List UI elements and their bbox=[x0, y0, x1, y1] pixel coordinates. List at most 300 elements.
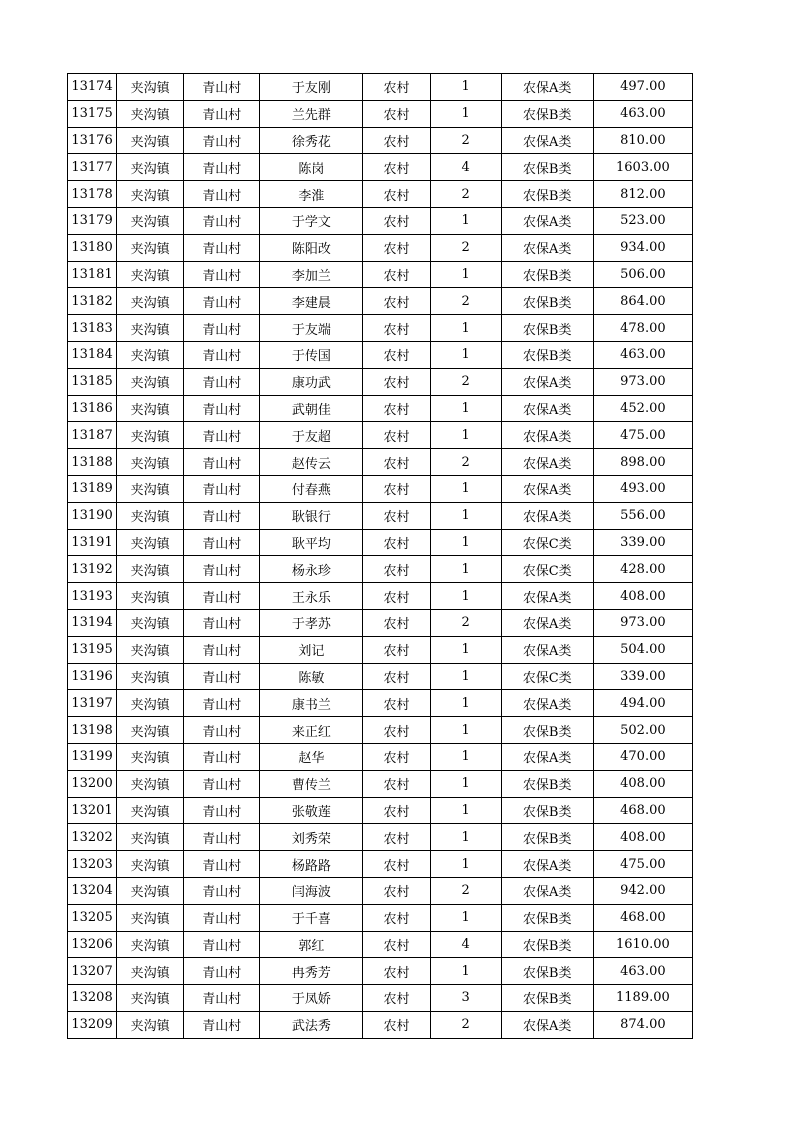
member-count-cell: 1 bbox=[430, 395, 501, 422]
name-cell: 赵华 bbox=[260, 743, 363, 770]
name-cell: 于凤娇 bbox=[260, 985, 363, 1012]
record-id-cell: 13208 bbox=[68, 985, 117, 1012]
village-cell: 青山村 bbox=[184, 154, 260, 181]
town-cell: 夹沟镇 bbox=[117, 690, 184, 717]
table-row bbox=[68, 288, 693, 315]
name-cell: 于友刚 bbox=[260, 74, 363, 101]
category-cell: 农保B类 bbox=[501, 154, 593, 181]
household-type-cell: 农村 bbox=[363, 529, 430, 556]
category-cell: 农保C类 bbox=[501, 529, 593, 556]
household-type-cell: 农村 bbox=[363, 797, 430, 824]
table-row bbox=[68, 502, 693, 529]
category-cell: 农保B类 bbox=[501, 824, 593, 851]
category-cell: 农保C类 bbox=[501, 663, 593, 690]
table-row bbox=[68, 261, 693, 288]
amount-cell: 463.00 bbox=[593, 958, 692, 985]
town-cell: 夹沟镇 bbox=[117, 74, 184, 101]
amount-cell: 452.00 bbox=[593, 395, 692, 422]
category-cell: 农保B类 bbox=[501, 985, 593, 1012]
member-count-cell: 2 bbox=[430, 1011, 501, 1038]
town-cell: 夹沟镇 bbox=[117, 717, 184, 744]
record-id-cell: 13205 bbox=[68, 904, 117, 931]
member-count-cell: 1 bbox=[430, 663, 501, 690]
town-cell: 夹沟镇 bbox=[117, 636, 184, 663]
town-cell: 夹沟镇 bbox=[117, 797, 184, 824]
category-cell: 农保B类 bbox=[501, 958, 593, 985]
household-type-cell: 农村 bbox=[363, 449, 430, 476]
village-cell: 青山村 bbox=[184, 770, 260, 797]
record-id-cell: 13177 bbox=[68, 154, 117, 181]
member-count-cell: 1 bbox=[430, 341, 501, 368]
amount-cell: 973.00 bbox=[593, 609, 692, 636]
amount-cell: 478.00 bbox=[593, 315, 692, 342]
amount-cell: 408.00 bbox=[593, 824, 692, 851]
amount-cell: 339.00 bbox=[593, 663, 692, 690]
member-count-cell: 1 bbox=[430, 770, 501, 797]
record-id-cell: 13202 bbox=[68, 824, 117, 851]
member-count-cell: 2 bbox=[430, 877, 501, 904]
town-cell: 夹沟镇 bbox=[117, 529, 184, 556]
record-id-cell: 13188 bbox=[68, 449, 117, 476]
table-row bbox=[68, 315, 693, 342]
record-id-cell: 13189 bbox=[68, 475, 117, 502]
household-type-cell: 农村 bbox=[363, 261, 430, 288]
town-cell: 夹沟镇 bbox=[117, 904, 184, 931]
amount-cell: 475.00 bbox=[593, 422, 692, 449]
name-cell: 徐秀花 bbox=[260, 127, 363, 154]
table-row bbox=[68, 556, 693, 583]
record-id-cell: 13192 bbox=[68, 556, 117, 583]
amount-cell: 339.00 bbox=[593, 529, 692, 556]
record-id-cell: 13178 bbox=[68, 181, 117, 208]
category-cell: 农保A类 bbox=[501, 636, 593, 663]
name-cell: 于友端 bbox=[260, 315, 363, 342]
category-cell: 农保A类 bbox=[501, 234, 593, 261]
village-cell: 青山村 bbox=[184, 502, 260, 529]
member-count-cell: 2 bbox=[430, 127, 501, 154]
category-cell: 农保A类 bbox=[501, 422, 593, 449]
village-cell: 青山村 bbox=[184, 877, 260, 904]
name-cell: 赵传云 bbox=[260, 449, 363, 476]
member-count-cell: 2 bbox=[430, 449, 501, 476]
village-cell: 青山村 bbox=[184, 985, 260, 1012]
table-row bbox=[68, 475, 693, 502]
town-cell: 夹沟镇 bbox=[117, 502, 184, 529]
village-cell: 青山村 bbox=[184, 288, 260, 315]
category-cell: 农保A类 bbox=[501, 877, 593, 904]
village-cell: 青山村 bbox=[184, 797, 260, 824]
category-cell: 农保A类 bbox=[501, 743, 593, 770]
member-count-cell: 1 bbox=[430, 502, 501, 529]
table-row bbox=[68, 797, 693, 824]
amount-cell: 1603.00 bbox=[593, 154, 692, 181]
name-cell: 曹传兰 bbox=[260, 770, 363, 797]
member-count-cell: 1 bbox=[430, 207, 501, 234]
amount-cell: 463.00 bbox=[593, 341, 692, 368]
village-cell: 青山村 bbox=[184, 74, 260, 101]
beneficiary-table bbox=[67, 73, 693, 1039]
table-row bbox=[68, 1011, 693, 1038]
amount-cell: 470.00 bbox=[593, 743, 692, 770]
member-count-cell: 1 bbox=[430, 904, 501, 931]
town-cell: 夹沟镇 bbox=[117, 743, 184, 770]
town-cell: 夹沟镇 bbox=[117, 288, 184, 315]
town-cell: 夹沟镇 bbox=[117, 851, 184, 878]
amount-cell: 523.00 bbox=[593, 207, 692, 234]
amount-cell: 506.00 bbox=[593, 261, 692, 288]
town-cell: 夹沟镇 bbox=[117, 449, 184, 476]
amount-cell: 497.00 bbox=[593, 74, 692, 101]
table-row bbox=[68, 743, 693, 770]
record-id-cell: 13197 bbox=[68, 690, 117, 717]
village-cell: 青山村 bbox=[184, 663, 260, 690]
village-cell: 青山村 bbox=[184, 100, 260, 127]
village-cell: 青山村 bbox=[184, 583, 260, 610]
member-count-cell: 1 bbox=[430, 717, 501, 744]
name-cell: 于千喜 bbox=[260, 904, 363, 931]
household-type-cell: 农村 bbox=[363, 181, 430, 208]
amount-cell: 810.00 bbox=[593, 127, 692, 154]
member-count-cell: 3 bbox=[430, 985, 501, 1012]
village-cell: 青山村 bbox=[184, 1011, 260, 1038]
table-row bbox=[68, 100, 693, 127]
table-row bbox=[68, 904, 693, 931]
category-cell: 农保B类 bbox=[501, 904, 593, 931]
amount-cell: 864.00 bbox=[593, 288, 692, 315]
name-cell: 杨永珍 bbox=[260, 556, 363, 583]
town-cell: 夹沟镇 bbox=[117, 556, 184, 583]
member-count-cell: 1 bbox=[430, 824, 501, 851]
member-count-cell: 1 bbox=[430, 958, 501, 985]
member-count-cell: 1 bbox=[430, 261, 501, 288]
amount-cell: 408.00 bbox=[593, 583, 692, 610]
member-count-cell: 1 bbox=[430, 529, 501, 556]
record-id-cell: 13187 bbox=[68, 422, 117, 449]
name-cell: 刘秀荣 bbox=[260, 824, 363, 851]
amount-cell: 463.00 bbox=[593, 100, 692, 127]
category-cell: 农保A类 bbox=[501, 127, 593, 154]
household-type-cell: 农村 bbox=[363, 583, 430, 610]
amount-cell: 812.00 bbox=[593, 181, 692, 208]
table-row bbox=[68, 583, 693, 610]
amount-cell: 1189.00 bbox=[593, 985, 692, 1012]
table-row bbox=[68, 207, 693, 234]
household-type-cell: 农村 bbox=[363, 663, 430, 690]
record-id-cell: 13200 bbox=[68, 770, 117, 797]
village-cell: 青山村 bbox=[184, 636, 260, 663]
village-cell: 青山村 bbox=[184, 261, 260, 288]
amount-cell: 973.00 bbox=[593, 368, 692, 395]
member-count-cell: 2 bbox=[430, 288, 501, 315]
village-cell: 青山村 bbox=[184, 341, 260, 368]
household-type-cell: 农村 bbox=[363, 234, 430, 261]
name-cell: 付春燕 bbox=[260, 475, 363, 502]
town-cell: 夹沟镇 bbox=[117, 100, 184, 127]
member-count-cell: 2 bbox=[430, 609, 501, 636]
table-row bbox=[68, 127, 693, 154]
amount-cell: 898.00 bbox=[593, 449, 692, 476]
table-row bbox=[68, 958, 693, 985]
town-cell: 夹沟镇 bbox=[117, 663, 184, 690]
category-cell: 农保A类 bbox=[501, 502, 593, 529]
town-cell: 夹沟镇 bbox=[117, 368, 184, 395]
record-id-cell: 13174 bbox=[68, 74, 117, 101]
town-cell: 夹沟镇 bbox=[117, 583, 184, 610]
table-row bbox=[68, 877, 693, 904]
household-type-cell: 农村 bbox=[363, 368, 430, 395]
category-cell: 农保B类 bbox=[501, 261, 593, 288]
table-row bbox=[68, 181, 693, 208]
table-row bbox=[68, 609, 693, 636]
village-cell: 青山村 bbox=[184, 395, 260, 422]
household-type-cell: 农村 bbox=[363, 74, 430, 101]
record-id-cell: 13207 bbox=[68, 958, 117, 985]
member-count-cell: 2 bbox=[430, 234, 501, 261]
member-count-cell: 1 bbox=[430, 636, 501, 663]
member-count-cell: 2 bbox=[430, 181, 501, 208]
name-cell: 于友超 bbox=[260, 422, 363, 449]
name-cell: 武法秀 bbox=[260, 1011, 363, 1038]
household-type-cell: 农村 bbox=[363, 100, 430, 127]
household-type-cell: 农村 bbox=[363, 207, 430, 234]
amount-cell: 504.00 bbox=[593, 636, 692, 663]
member-count-cell: 1 bbox=[430, 583, 501, 610]
name-cell: 陈岗 bbox=[260, 154, 363, 181]
name-cell: 刘记 bbox=[260, 636, 363, 663]
table-row bbox=[68, 422, 693, 449]
record-id-cell: 13209 bbox=[68, 1011, 117, 1038]
household-type-cell: 农村 bbox=[363, 288, 430, 315]
town-cell: 夹沟镇 bbox=[117, 770, 184, 797]
village-cell: 青山村 bbox=[184, 609, 260, 636]
category-cell: 农保B类 bbox=[501, 717, 593, 744]
amount-cell: 556.00 bbox=[593, 502, 692, 529]
name-cell: 耿银行 bbox=[260, 502, 363, 529]
name-cell: 李建晨 bbox=[260, 288, 363, 315]
member-count-cell: 1 bbox=[430, 797, 501, 824]
town-cell: 夹沟镇 bbox=[117, 1011, 184, 1038]
household-type-cell: 农村 bbox=[363, 743, 430, 770]
record-id-cell: 13199 bbox=[68, 743, 117, 770]
name-cell: 于学文 bbox=[260, 207, 363, 234]
village-cell: 青山村 bbox=[184, 449, 260, 476]
record-id-cell: 13182 bbox=[68, 288, 117, 315]
town-cell: 夹沟镇 bbox=[117, 127, 184, 154]
household-type-cell: 农村 bbox=[363, 502, 430, 529]
household-type-cell: 农村 bbox=[363, 851, 430, 878]
record-id-cell: 13179 bbox=[68, 207, 117, 234]
household-type-cell: 农村 bbox=[363, 315, 430, 342]
category-cell: 农保A类 bbox=[501, 395, 593, 422]
name-cell: 康功武 bbox=[260, 368, 363, 395]
member-count-cell: 1 bbox=[430, 743, 501, 770]
name-cell: 陈阳改 bbox=[260, 234, 363, 261]
record-id-cell: 13186 bbox=[68, 395, 117, 422]
name-cell: 陈敏 bbox=[260, 663, 363, 690]
member-count-cell: 1 bbox=[430, 100, 501, 127]
town-cell: 夹沟镇 bbox=[117, 154, 184, 181]
town-cell: 夹沟镇 bbox=[117, 261, 184, 288]
town-cell: 夹沟镇 bbox=[117, 341, 184, 368]
category-cell: 农保B类 bbox=[501, 288, 593, 315]
village-cell: 青山村 bbox=[184, 690, 260, 717]
name-cell: 杨路路 bbox=[260, 851, 363, 878]
village-cell: 青山村 bbox=[184, 743, 260, 770]
category-cell: 农保A类 bbox=[501, 475, 593, 502]
member-count-cell: 1 bbox=[430, 475, 501, 502]
category-cell: 农保A类 bbox=[501, 74, 593, 101]
category-cell: 农保A类 bbox=[501, 690, 593, 717]
town-cell: 夹沟镇 bbox=[117, 475, 184, 502]
table-row bbox=[68, 74, 693, 101]
member-count-cell: 1 bbox=[430, 851, 501, 878]
town-cell: 夹沟镇 bbox=[117, 181, 184, 208]
household-type-cell: 农村 bbox=[363, 636, 430, 663]
table-row bbox=[68, 449, 693, 476]
member-count-cell: 1 bbox=[430, 315, 501, 342]
category-cell: 农保A类 bbox=[501, 609, 593, 636]
name-cell: 来正红 bbox=[260, 717, 363, 744]
town-cell: 夹沟镇 bbox=[117, 609, 184, 636]
amount-cell: 502.00 bbox=[593, 717, 692, 744]
category-cell: 农保C类 bbox=[501, 556, 593, 583]
table-row bbox=[68, 368, 693, 395]
record-id-cell: 13196 bbox=[68, 663, 117, 690]
table-row bbox=[68, 663, 693, 690]
member-count-cell: 1 bbox=[430, 422, 501, 449]
category-cell: 农保A类 bbox=[501, 583, 593, 610]
category-cell: 农保A类 bbox=[501, 1011, 593, 1038]
amount-cell: 468.00 bbox=[593, 904, 692, 931]
name-cell: 郭红 bbox=[260, 931, 363, 958]
household-type-cell: 农村 bbox=[363, 770, 430, 797]
name-cell: 李加兰 bbox=[260, 261, 363, 288]
member-count-cell: 1 bbox=[430, 690, 501, 717]
amount-cell: 408.00 bbox=[593, 770, 692, 797]
village-cell: 青山村 bbox=[184, 368, 260, 395]
town-cell: 夹沟镇 bbox=[117, 422, 184, 449]
town-cell: 夹沟镇 bbox=[117, 234, 184, 261]
member-count-cell: 4 bbox=[430, 154, 501, 181]
village-cell: 青山村 bbox=[184, 127, 260, 154]
table-row bbox=[68, 690, 693, 717]
table-row bbox=[68, 341, 693, 368]
category-cell: 农保B类 bbox=[501, 315, 593, 342]
table-row bbox=[68, 395, 693, 422]
table-row bbox=[68, 770, 693, 797]
town-cell: 夹沟镇 bbox=[117, 395, 184, 422]
town-cell: 夹沟镇 bbox=[117, 207, 184, 234]
name-cell: 耿平均 bbox=[260, 529, 363, 556]
record-id-cell: 13206 bbox=[68, 931, 117, 958]
village-cell: 青山村 bbox=[184, 234, 260, 261]
table-body bbox=[68, 74, 693, 1039]
amount-cell: 493.00 bbox=[593, 475, 692, 502]
household-type-cell: 农村 bbox=[363, 877, 430, 904]
table-row bbox=[68, 851, 693, 878]
town-cell: 夹沟镇 bbox=[117, 824, 184, 851]
record-id-cell: 13201 bbox=[68, 797, 117, 824]
name-cell: 于传国 bbox=[260, 341, 363, 368]
name-cell: 武朝佳 bbox=[260, 395, 363, 422]
amount-cell: 428.00 bbox=[593, 556, 692, 583]
category-cell: 农保A类 bbox=[501, 851, 593, 878]
amount-cell: 468.00 bbox=[593, 797, 692, 824]
record-id-cell: 13203 bbox=[68, 851, 117, 878]
member-count-cell: 1 bbox=[430, 74, 501, 101]
household-type-cell: 农村 bbox=[363, 931, 430, 958]
amount-cell: 475.00 bbox=[593, 851, 692, 878]
record-id-cell: 13204 bbox=[68, 877, 117, 904]
table-row bbox=[68, 985, 693, 1012]
village-cell: 青山村 bbox=[184, 207, 260, 234]
record-id-cell: 13193 bbox=[68, 583, 117, 610]
village-cell: 青山村 bbox=[184, 556, 260, 583]
category-cell: 农保B类 bbox=[501, 931, 593, 958]
table-row bbox=[68, 529, 693, 556]
household-type-cell: 农村 bbox=[363, 958, 430, 985]
village-cell: 青山村 bbox=[184, 315, 260, 342]
category-cell: 农保A类 bbox=[501, 449, 593, 476]
name-cell: 兰先群 bbox=[260, 100, 363, 127]
amount-cell: 874.00 bbox=[593, 1011, 692, 1038]
name-cell: 于孝苏 bbox=[260, 609, 363, 636]
table-row bbox=[68, 717, 693, 744]
town-cell: 夹沟镇 bbox=[117, 985, 184, 1012]
village-cell: 青山村 bbox=[184, 904, 260, 931]
village-cell: 青山村 bbox=[184, 181, 260, 208]
record-id-cell: 13176 bbox=[68, 127, 117, 154]
village-cell: 青山村 bbox=[184, 529, 260, 556]
household-type-cell: 农村 bbox=[363, 824, 430, 851]
record-id-cell: 13180 bbox=[68, 234, 117, 261]
town-cell: 夹沟镇 bbox=[117, 315, 184, 342]
household-type-cell: 农村 bbox=[363, 904, 430, 931]
member-count-cell: 2 bbox=[430, 368, 501, 395]
name-cell: 冉秀芳 bbox=[260, 958, 363, 985]
table-row bbox=[68, 636, 693, 663]
village-cell: 青山村 bbox=[184, 931, 260, 958]
household-type-cell: 农村 bbox=[363, 609, 430, 636]
amount-cell: 934.00 bbox=[593, 234, 692, 261]
record-id-cell: 13185 bbox=[68, 368, 117, 395]
record-id-cell: 13198 bbox=[68, 717, 117, 744]
category-cell: 农保B类 bbox=[501, 797, 593, 824]
household-type-cell: 农村 bbox=[363, 985, 430, 1012]
household-type-cell: 农村 bbox=[363, 556, 430, 583]
village-cell: 青山村 bbox=[184, 958, 260, 985]
record-id-cell: 13181 bbox=[68, 261, 117, 288]
category-cell: 农保B类 bbox=[501, 770, 593, 797]
village-cell: 青山村 bbox=[184, 824, 260, 851]
household-type-cell: 农村 bbox=[363, 127, 430, 154]
household-type-cell: 农村 bbox=[363, 475, 430, 502]
name-cell: 李淮 bbox=[260, 181, 363, 208]
record-id-cell: 13194 bbox=[68, 609, 117, 636]
record-id-cell: 13195 bbox=[68, 636, 117, 663]
town-cell: 夹沟镇 bbox=[117, 931, 184, 958]
household-type-cell: 农村 bbox=[363, 154, 430, 181]
village-cell: 青山村 bbox=[184, 717, 260, 744]
household-type-cell: 农村 bbox=[363, 422, 430, 449]
category-cell: 农保B类 bbox=[501, 341, 593, 368]
household-type-cell: 农村 bbox=[363, 395, 430, 422]
household-type-cell: 农村 bbox=[363, 341, 430, 368]
table-row bbox=[68, 154, 693, 181]
category-cell: 农保B类 bbox=[501, 100, 593, 127]
category-cell: 农保A类 bbox=[501, 207, 593, 234]
record-id-cell: 13184 bbox=[68, 341, 117, 368]
